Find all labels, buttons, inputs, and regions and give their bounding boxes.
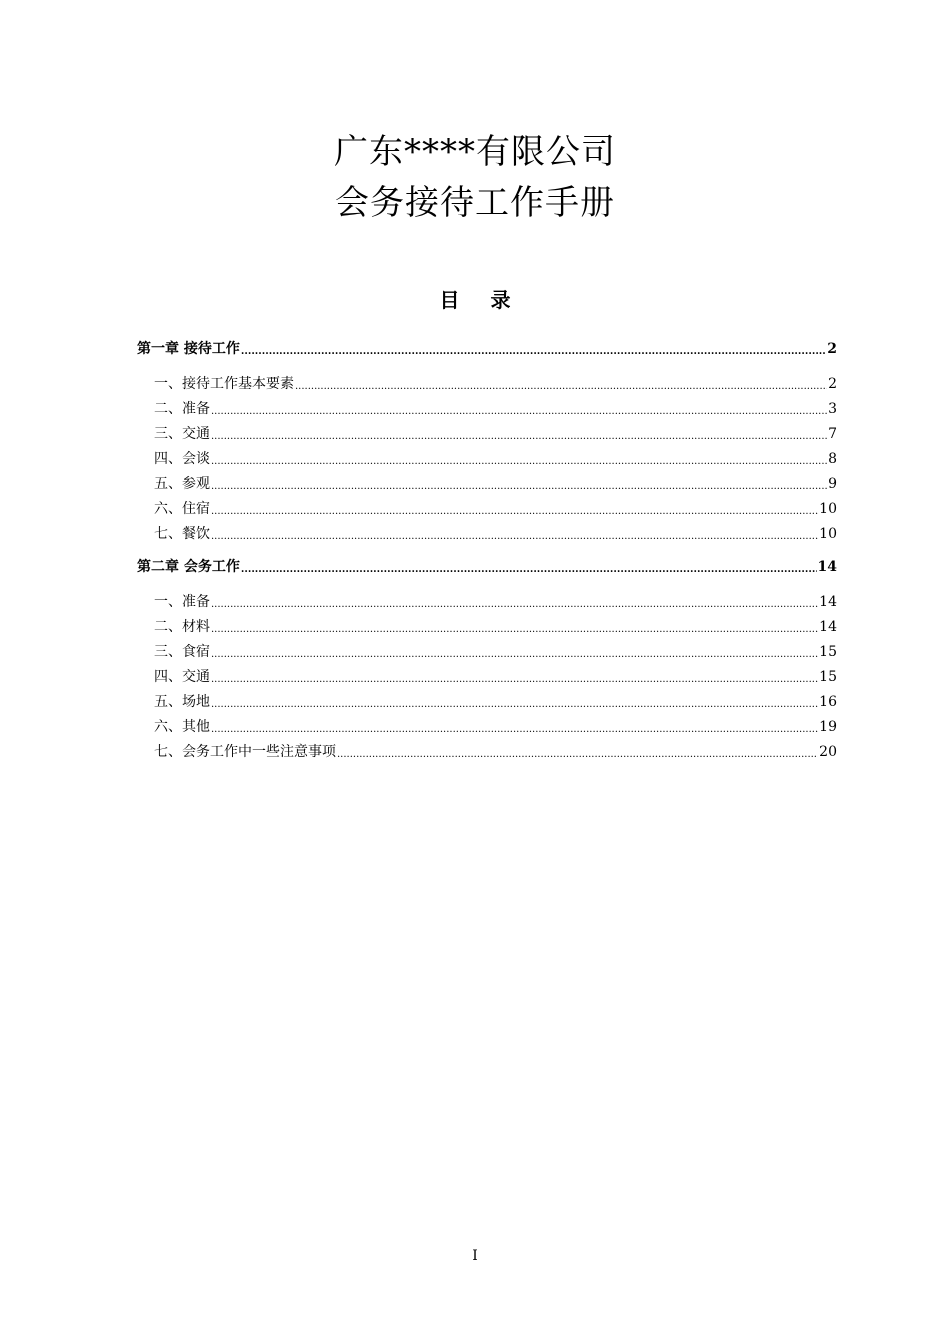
toc-entry-label: 三、食宿 xyxy=(154,644,210,660)
toc-heading xyxy=(0,286,950,314)
document-title-manual: 会务接待工作手册 xyxy=(335,183,615,223)
toc-entry-page: 8 xyxy=(828,451,837,467)
toc-heading-char-1: 目 xyxy=(439,288,460,312)
toc-leader-dots xyxy=(211,524,818,544)
toc-entry[interactable] xyxy=(137,687,837,712)
toc-chapter-2[interactable] xyxy=(137,553,837,577)
table-of-contents xyxy=(137,335,837,762)
toc-entry-page: 10 xyxy=(819,501,837,517)
toc-entry-page: 7 xyxy=(828,426,837,442)
toc-leader-dots xyxy=(211,399,827,419)
toc-leader-dots xyxy=(211,474,827,494)
toc-entry-label: 四、会谈 xyxy=(154,451,210,467)
toc-entry-label: 一、接待工作基本要素 xyxy=(154,376,294,392)
toc-entry[interactable] xyxy=(137,712,837,737)
toc-entry[interactable] xyxy=(137,394,837,419)
toc-entry-page: 15 xyxy=(819,669,837,685)
toc-leader-dots xyxy=(295,374,827,394)
toc-entry[interactable] xyxy=(137,494,837,519)
toc-entry-label: 七、会务工作中一些注意事项 xyxy=(154,744,336,760)
toc-entry-label: 四、交通 xyxy=(154,669,210,685)
toc-leader-dots xyxy=(211,692,818,712)
toc-leader-dots xyxy=(211,667,818,687)
toc-entry-label: 二、准备 xyxy=(154,401,210,417)
toc-leader-dots xyxy=(241,339,826,359)
toc-heading-char-2: 录 xyxy=(490,288,511,312)
page-number: I xyxy=(472,1248,478,1264)
toc-entry[interactable] xyxy=(137,469,837,494)
toc-entry-page: 14 xyxy=(819,594,837,610)
toc-entry-page: 2 xyxy=(827,341,837,357)
toc-entry[interactable] xyxy=(137,369,837,394)
toc-leader-dots xyxy=(211,717,818,737)
toc-entry-page: 10 xyxy=(819,526,837,542)
toc-entry-label: 五、场地 xyxy=(154,694,210,710)
toc-entry-page: 15 xyxy=(819,644,837,660)
toc-entry[interactable] xyxy=(137,587,837,612)
toc-entry-label: 二、材料 xyxy=(154,619,210,635)
toc-entry-label: 一、准备 xyxy=(154,594,210,610)
toc-leader-dots xyxy=(211,424,827,444)
toc-entry-page: 19 xyxy=(819,719,837,735)
toc-entry-page: 14 xyxy=(819,619,837,635)
toc-entry-label: 七、餐饮 xyxy=(154,526,210,542)
toc-entry-label: 第二章 会务工作 xyxy=(137,559,240,575)
toc-leader-dots xyxy=(241,557,817,577)
toc-entry[interactable] xyxy=(137,637,837,662)
toc-entry-label: 第一章 接待工作 xyxy=(137,341,240,357)
toc-entry-page: 20 xyxy=(819,744,837,760)
toc-entry[interactable] xyxy=(137,612,837,637)
toc-entry-label: 五、参观 xyxy=(154,476,210,492)
document-title-company: 广东****有限公司 xyxy=(334,132,616,172)
toc-leader-dots xyxy=(211,499,818,519)
toc-entry[interactable] xyxy=(137,662,837,687)
toc-entry[interactable] xyxy=(137,737,837,762)
toc-leader-dots xyxy=(211,617,818,637)
toc-entry-page: 9 xyxy=(828,476,837,492)
toc-leader-dots xyxy=(337,742,818,762)
toc-entry-label: 六、其他 xyxy=(154,719,210,735)
toc-entry-page: 16 xyxy=(819,694,837,710)
toc-entry-label: 三、交通 xyxy=(154,426,210,442)
toc-entry-page: 14 xyxy=(817,559,837,575)
toc-entry[interactable] xyxy=(137,444,837,469)
toc-leader-dots xyxy=(211,592,818,612)
toc-leader-dots xyxy=(211,642,818,662)
toc-entry-page: 3 xyxy=(828,401,837,417)
toc-entry[interactable] xyxy=(137,519,837,544)
toc-chapter-1[interactable] xyxy=(137,335,837,359)
toc-entry-label: 六、住宿 xyxy=(154,501,210,517)
toc-leader-dots xyxy=(211,449,827,469)
toc-entry[interactable] xyxy=(137,419,837,444)
toc-entry-page: 2 xyxy=(828,376,837,392)
